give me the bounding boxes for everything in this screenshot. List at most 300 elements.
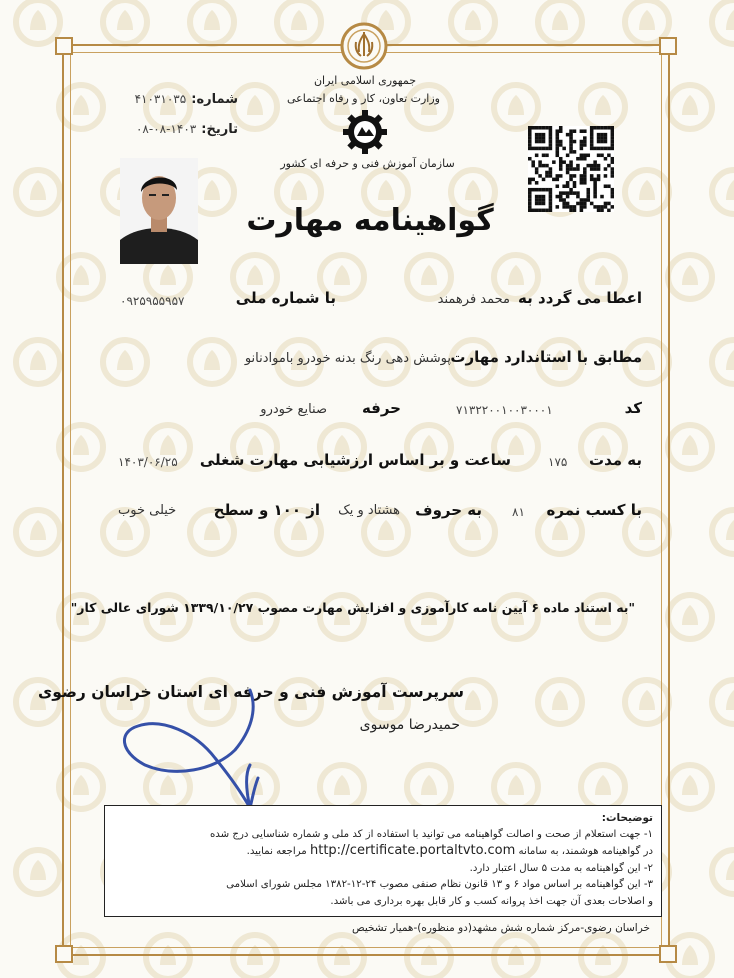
qr-module bbox=[562, 160, 566, 164]
score-in-words: هشتاد و یک bbox=[338, 503, 400, 518]
qr-module bbox=[538, 174, 542, 178]
qr-module bbox=[583, 129, 587, 133]
qr-module bbox=[583, 143, 587, 147]
qr-module bbox=[542, 136, 546, 140]
qr-module bbox=[528, 126, 532, 130]
qr-module bbox=[549, 188, 553, 192]
qr-module bbox=[593, 188, 597, 192]
qr-module bbox=[569, 136, 573, 140]
qr-module bbox=[528, 129, 532, 133]
qr-module bbox=[556, 174, 560, 178]
qr-module bbox=[569, 174, 573, 178]
qr-module bbox=[545, 154, 549, 158]
qr-module bbox=[538, 147, 542, 151]
qr-module bbox=[549, 140, 553, 144]
note-line-2 bbox=[113, 843, 653, 861]
qr-module bbox=[611, 143, 614, 147]
qr-module bbox=[593, 195, 597, 199]
qr-module bbox=[531, 160, 535, 164]
qr-module bbox=[611, 195, 614, 199]
qr-module bbox=[576, 157, 580, 161]
qr-module bbox=[528, 198, 532, 202]
qr-module bbox=[535, 140, 539, 144]
qr-module bbox=[538, 198, 542, 202]
qr-module bbox=[597, 164, 601, 168]
qr-module bbox=[597, 174, 601, 178]
certificate-title: گواهینامه مهارت bbox=[246, 203, 494, 238]
qr-module bbox=[590, 147, 594, 151]
qr-module bbox=[611, 205, 614, 209]
qr-module bbox=[562, 205, 566, 209]
qr-module bbox=[559, 126, 563, 130]
assessment-date: ۱۴۰۳/۰۶/۲۵ bbox=[118, 455, 178, 469]
qr-module bbox=[604, 157, 608, 161]
qr-module bbox=[611, 147, 614, 151]
qr-module bbox=[597, 133, 601, 137]
qr-module bbox=[569, 133, 573, 137]
qr-module bbox=[566, 205, 570, 209]
qr-module bbox=[538, 133, 542, 137]
qr-module bbox=[556, 143, 560, 147]
qr-module bbox=[542, 195, 546, 199]
qr-module bbox=[569, 167, 573, 171]
qr-module bbox=[559, 191, 563, 195]
qr-module bbox=[600, 126, 604, 130]
qr-module bbox=[580, 140, 584, 144]
qr-module bbox=[559, 140, 563, 144]
note-line-3: ۲- این گواهینامه به مدت ۵ سال اعتبار دارد. bbox=[469, 862, 653, 874]
watermark-emblem bbox=[668, 255, 712, 299]
qr-module bbox=[562, 198, 566, 202]
qr-module bbox=[604, 140, 608, 144]
qr-module bbox=[590, 126, 594, 130]
qr-module bbox=[600, 154, 604, 158]
watermark-emblem bbox=[538, 0, 582, 44]
qr-module bbox=[535, 181, 539, 185]
watermark-emblem bbox=[16, 850, 60, 894]
code-value: ۷۱۳۲۲۰۰۱۰۰۳۰۰۰۱ bbox=[456, 403, 553, 417]
qr-module bbox=[549, 167, 553, 171]
qr-module bbox=[604, 133, 608, 137]
qr-module bbox=[528, 205, 532, 209]
date-label: تاریخ: bbox=[201, 122, 238, 137]
qr-module bbox=[600, 209, 604, 212]
qr-module bbox=[573, 174, 577, 178]
qr-module bbox=[566, 195, 570, 199]
qr-module bbox=[559, 164, 563, 168]
qr-module bbox=[566, 191, 570, 195]
qr-module bbox=[556, 140, 560, 144]
certificate-number bbox=[108, 88, 238, 107]
qr-module bbox=[528, 181, 532, 185]
qr-module bbox=[528, 191, 532, 195]
qr-module bbox=[552, 178, 556, 182]
qr-module bbox=[604, 174, 608, 178]
qr-module bbox=[549, 147, 553, 151]
certificate-date bbox=[104, 118, 238, 137]
qr-module bbox=[556, 147, 560, 151]
qr-module bbox=[538, 164, 542, 168]
qr-module bbox=[535, 171, 539, 175]
qr-module bbox=[580, 147, 584, 151]
qr-module bbox=[604, 205, 608, 209]
qr-module bbox=[528, 140, 532, 144]
handwritten-signature bbox=[100, 670, 300, 820]
qr-module bbox=[593, 126, 597, 130]
qr-module bbox=[580, 202, 584, 206]
qr-module bbox=[600, 136, 604, 140]
qr-module bbox=[611, 171, 614, 175]
qr-module bbox=[576, 195, 580, 199]
note-line-4: ۳- این گواهینامه بر اساس مواد ۶ و ۱۳ قانون نظام صنفی مصوب ۲۴-۱۲-۱۳۸۲ مجلس شورای اسلامی bbox=[226, 879, 653, 890]
level-value: خیلی خوب bbox=[118, 503, 177, 518]
qr-module bbox=[604, 147, 608, 151]
qr-module bbox=[580, 198, 584, 202]
qr-module bbox=[542, 140, 546, 144]
number-label: شماره: bbox=[191, 92, 238, 107]
qr-module bbox=[566, 167, 570, 171]
qr-module bbox=[611, 140, 614, 144]
qr-module bbox=[586, 198, 590, 202]
out-of-label: از ۱۰۰ و سطح bbox=[213, 501, 320, 519]
qr-module bbox=[576, 167, 580, 171]
qr-module bbox=[580, 174, 584, 178]
qr-module bbox=[566, 154, 570, 158]
qr-module bbox=[597, 209, 601, 212]
watermark-emblem bbox=[103, 0, 147, 44]
qr-module bbox=[583, 205, 587, 209]
qr-module bbox=[600, 147, 604, 151]
national-id-label: با شماره ملی bbox=[235, 289, 336, 307]
qr-module bbox=[542, 133, 546, 137]
qr-module bbox=[556, 205, 560, 209]
qr-module bbox=[593, 167, 597, 171]
qr-module bbox=[535, 209, 539, 212]
qr-module bbox=[573, 184, 577, 188]
qr-module bbox=[535, 167, 539, 171]
qr-module bbox=[545, 209, 549, 212]
qr-module bbox=[590, 129, 594, 133]
qr-module bbox=[528, 188, 532, 192]
qr-module bbox=[600, 195, 604, 199]
note-line-2-end: مراجعه نمایید. bbox=[246, 846, 307, 857]
qr-module bbox=[562, 147, 566, 151]
watermark-emblem bbox=[712, 170, 734, 214]
watermark-emblem bbox=[668, 595, 712, 639]
score-label: با کسب نمره bbox=[546, 501, 642, 519]
qr-module bbox=[580, 154, 584, 158]
watermark-emblem bbox=[712, 510, 734, 554]
qr-module bbox=[556, 133, 560, 137]
standard-label: مطابق با استاندارد مهارت bbox=[450, 348, 642, 366]
qr-module bbox=[545, 126, 549, 130]
qr-module bbox=[583, 174, 587, 178]
qr-module bbox=[593, 191, 597, 195]
duration-label: به مدت bbox=[589, 451, 642, 469]
qr-module bbox=[538, 188, 542, 192]
qr-module bbox=[590, 167, 594, 171]
qr-module bbox=[528, 178, 532, 182]
qr-module bbox=[583, 178, 587, 182]
qr-module bbox=[535, 198, 539, 202]
holder-photo bbox=[120, 158, 198, 264]
qr-module bbox=[597, 178, 601, 182]
frame-corner-ornament bbox=[55, 945, 73, 963]
hours-assessment-label: ساعت و بر اساس ارزشیابی مهارت شغلی bbox=[199, 451, 511, 469]
qr-module bbox=[611, 191, 614, 195]
qr-module bbox=[549, 195, 553, 199]
qr-module bbox=[611, 126, 614, 130]
qr-module bbox=[542, 188, 546, 192]
qr-module bbox=[583, 181, 587, 185]
qr-module bbox=[580, 209, 584, 212]
qr-module bbox=[590, 133, 594, 137]
qr-module bbox=[566, 133, 570, 137]
qr-module bbox=[586, 195, 590, 199]
qr-module bbox=[549, 126, 553, 130]
qr-module bbox=[549, 129, 553, 133]
qr-module bbox=[604, 126, 608, 130]
watermark-emblem bbox=[16, 0, 60, 44]
qr-module bbox=[569, 140, 573, 144]
qr-module bbox=[545, 147, 549, 151]
qr-module bbox=[597, 205, 601, 209]
qr-module bbox=[573, 140, 577, 144]
qr-module bbox=[545, 164, 549, 168]
qr-module bbox=[556, 129, 560, 133]
standard-value: پوشش دهی رنگ بدنه خودرو باموادنانو bbox=[244, 351, 451, 366]
qr-module bbox=[607, 209, 611, 212]
qr-module bbox=[573, 191, 577, 195]
qr-module bbox=[542, 178, 546, 182]
qr-code-icon bbox=[528, 126, 614, 212]
qr-module bbox=[611, 133, 614, 137]
organization-name: سازمان آموزش فنی و حرفه ای کشور bbox=[280, 157, 455, 170]
qr-module bbox=[528, 195, 532, 199]
qr-module bbox=[590, 143, 594, 147]
qr-module bbox=[569, 178, 573, 182]
qr-module bbox=[583, 154, 587, 158]
qr-module bbox=[535, 188, 539, 192]
qr-module bbox=[573, 167, 577, 171]
ministry-name: وزارت تعاون، کار و رفاه اجتماعی bbox=[286, 92, 440, 105]
watermark-emblem bbox=[16, 340, 60, 384]
qr-module bbox=[556, 195, 560, 199]
qr-module bbox=[542, 202, 546, 206]
qr-module bbox=[535, 133, 539, 137]
qr-module bbox=[593, 205, 597, 209]
qr-module bbox=[583, 198, 587, 202]
qr-module bbox=[569, 209, 573, 212]
qr-module bbox=[611, 136, 614, 140]
date-value: ۱۴۰۳-۰۸-۰۸ bbox=[135, 122, 197, 136]
qr-module bbox=[590, 178, 594, 182]
qr-module bbox=[597, 167, 601, 171]
qr-module bbox=[569, 160, 573, 164]
qr-module bbox=[604, 167, 608, 171]
qr-module bbox=[549, 198, 553, 202]
qr-module bbox=[600, 205, 604, 209]
qr-module bbox=[531, 188, 535, 192]
qr-module bbox=[556, 184, 560, 188]
qr-module bbox=[569, 150, 573, 154]
qr-module bbox=[549, 209, 553, 212]
qr-module bbox=[538, 126, 542, 130]
frame-corner-ornament bbox=[659, 945, 677, 963]
qr-module bbox=[586, 164, 590, 168]
qr-module bbox=[569, 205, 573, 209]
qr-module bbox=[576, 202, 580, 206]
qr-module bbox=[559, 160, 563, 164]
qr-module bbox=[576, 191, 580, 195]
watermark-emblem bbox=[712, 0, 734, 44]
qr-module bbox=[549, 171, 553, 175]
qr-module bbox=[580, 181, 584, 185]
notes-heading: توضیحات: bbox=[601, 812, 653, 824]
watermark-emblem bbox=[16, 510, 60, 554]
qr-module bbox=[607, 202, 611, 206]
qr-module bbox=[549, 174, 553, 178]
qr-module bbox=[545, 171, 549, 175]
qr-module bbox=[593, 178, 597, 182]
trade-value: صنایع خودرو bbox=[260, 402, 327, 417]
qr-module bbox=[528, 147, 532, 151]
qr-module bbox=[593, 184, 597, 188]
qr-module bbox=[573, 129, 577, 133]
qr-module bbox=[580, 178, 584, 182]
qr-module bbox=[535, 202, 539, 206]
qr-module bbox=[549, 191, 553, 195]
watermark-emblem bbox=[712, 850, 734, 894]
granted-to-label: اعطا می گردد به bbox=[518, 289, 642, 307]
qr-module bbox=[542, 198, 546, 202]
note-line-5: و اصلاحات بعدی آن جهت اخذ پروانه کسب و کار قابل بهره برداری می باشد. bbox=[330, 895, 653, 907]
qr-module bbox=[542, 126, 546, 130]
qr-module bbox=[559, 157, 563, 161]
qr-module bbox=[593, 181, 597, 185]
qr-module bbox=[549, 133, 553, 137]
qr-module bbox=[590, 140, 594, 144]
qr-module bbox=[607, 164, 611, 168]
frame-corner-ornament bbox=[659, 37, 677, 55]
qr-module bbox=[600, 140, 604, 144]
note-line-1: ۱- جهت استعلام از صحت و اصالت گواهینامه می توانید با استفاده از کد ملی و شماره شناسایی درج شده bbox=[209, 828, 653, 840]
qr-module bbox=[604, 202, 608, 206]
qr-module bbox=[593, 147, 597, 151]
qr-module bbox=[535, 136, 539, 140]
watermark-emblem bbox=[668, 425, 712, 469]
qr-module bbox=[559, 195, 563, 199]
qr-module bbox=[566, 202, 570, 206]
qr-module bbox=[556, 150, 560, 154]
watermark-emblem bbox=[277, 0, 321, 44]
code-label: کد bbox=[624, 399, 642, 417]
qr-module bbox=[531, 178, 535, 182]
qr-module bbox=[531, 164, 535, 168]
qr-module bbox=[583, 136, 587, 140]
qr-module bbox=[538, 202, 542, 206]
qr-module bbox=[573, 150, 577, 154]
qr-module bbox=[590, 174, 594, 178]
qr-module bbox=[576, 164, 580, 168]
qr-module bbox=[590, 136, 594, 140]
iran-emblem-icon bbox=[340, 22, 388, 70]
qr-module bbox=[586, 191, 590, 195]
qr-module bbox=[542, 164, 546, 168]
qr-module bbox=[566, 171, 570, 175]
qr-module bbox=[607, 147, 611, 151]
republic-name: جمهوری اسلامی ایران bbox=[313, 74, 417, 87]
qr-module bbox=[562, 184, 566, 188]
qr-module bbox=[535, 126, 539, 130]
qr-module bbox=[573, 205, 577, 209]
qr-module bbox=[528, 143, 532, 147]
watermark-emblem bbox=[668, 85, 712, 129]
qr-module bbox=[542, 154, 546, 158]
watermark-emblem bbox=[712, 340, 734, 384]
qr-module bbox=[556, 178, 560, 182]
qr-module bbox=[611, 167, 614, 171]
qr-module bbox=[562, 202, 566, 206]
qr-module bbox=[597, 126, 601, 130]
qr-module bbox=[597, 136, 601, 140]
qr-module bbox=[569, 191, 573, 195]
qr-module bbox=[597, 140, 601, 144]
qr-module bbox=[583, 157, 587, 161]
verification-url[interactable]: http://certificate.portaltvto.com bbox=[309, 843, 516, 858]
qr-module bbox=[586, 154, 590, 158]
qr-module bbox=[538, 160, 542, 164]
qr-module bbox=[593, 160, 597, 164]
in-words-label: به حروف bbox=[415, 501, 482, 519]
watermark-emblem bbox=[451, 0, 495, 44]
number-value: ۴۱۰۳۱۰۳۵ bbox=[134, 92, 187, 106]
tvto-gear-logo-icon bbox=[340, 107, 390, 157]
qr-module bbox=[545, 174, 549, 178]
qr-module bbox=[586, 188, 590, 192]
qr-module bbox=[573, 181, 577, 185]
qr-module bbox=[538, 136, 542, 140]
qr-module bbox=[580, 129, 584, 133]
watermark-emblem bbox=[16, 170, 60, 214]
qr-module bbox=[611, 157, 614, 161]
qr-module bbox=[566, 181, 570, 185]
qr-module bbox=[569, 129, 573, 133]
score-value: ۸۱ bbox=[512, 505, 525, 519]
qr-module bbox=[556, 154, 560, 158]
qr-module bbox=[545, 188, 549, 192]
watermark-emblem bbox=[668, 765, 712, 809]
qr-module bbox=[607, 184, 611, 188]
qr-module bbox=[590, 202, 594, 206]
qr-module bbox=[562, 191, 566, 195]
qr-module bbox=[535, 147, 539, 151]
issuing-center: خراسان رضوی-مرکز شماره شش مشهد(دو منظوره)-همیار تشخیص bbox=[351, 922, 650, 934]
holder-name: محمد فرهمند bbox=[437, 292, 510, 307]
qr-module bbox=[573, 209, 577, 212]
qr-module bbox=[549, 202, 553, 206]
qr-module bbox=[559, 143, 563, 147]
national-id-value: ۰۹۲۵۹۵۵۹۵۷ bbox=[120, 294, 185, 308]
qr-module bbox=[569, 147, 573, 151]
qr-module bbox=[538, 195, 542, 199]
qr-module bbox=[593, 164, 597, 168]
qr-module bbox=[528, 136, 532, 140]
qr-module bbox=[597, 147, 601, 151]
qr-module bbox=[549, 136, 553, 140]
qr-module bbox=[559, 198, 563, 202]
qr-module bbox=[583, 171, 587, 175]
